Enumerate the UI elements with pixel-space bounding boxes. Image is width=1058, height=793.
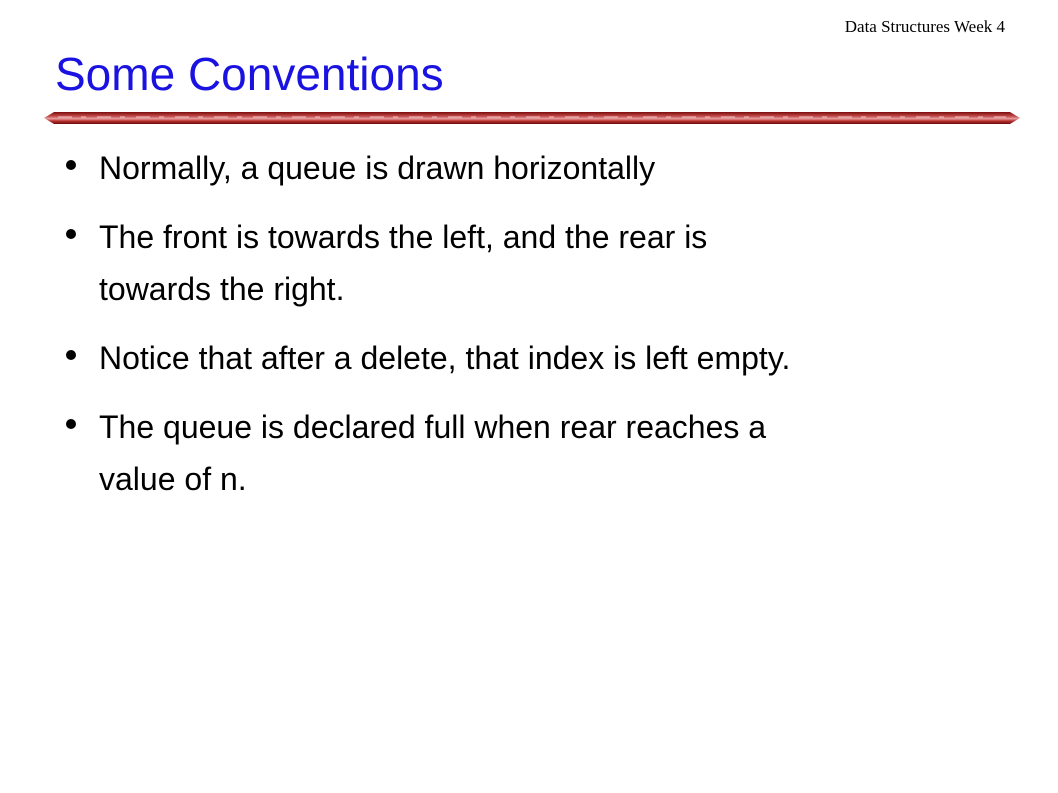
- bullet-dot-icon: [66, 350, 76, 360]
- bullet-item: [66, 142, 1016, 194]
- title-underline-divider: [44, 111, 1020, 125]
- bullet-text: The queue is declared full when rear reaches a value of n.: [99, 409, 767, 497]
- course-header: Data Structures Week 4: [844, 17, 1005, 36]
- bullet-dot-icon: [66, 229, 76, 239]
- slide-title: Some Conventions: [55, 48, 444, 100]
- bullet-dot-icon: [66, 419, 76, 429]
- bullet-item: [66, 211, 1016, 315]
- bullet-item: [66, 332, 1016, 384]
- bullet-text: Notice that after a delete, that index is left empty.: [99, 340, 791, 376]
- bullet-dot-icon: [66, 160, 76, 170]
- bullet-text: The front is towards the left, and the rear is towards the right.: [99, 219, 708, 307]
- bullet-text: Normally, a queue is drawn horizontally: [99, 150, 656, 186]
- bullet-list: [66, 142, 1016, 522]
- bullet-item: [66, 401, 1016, 505]
